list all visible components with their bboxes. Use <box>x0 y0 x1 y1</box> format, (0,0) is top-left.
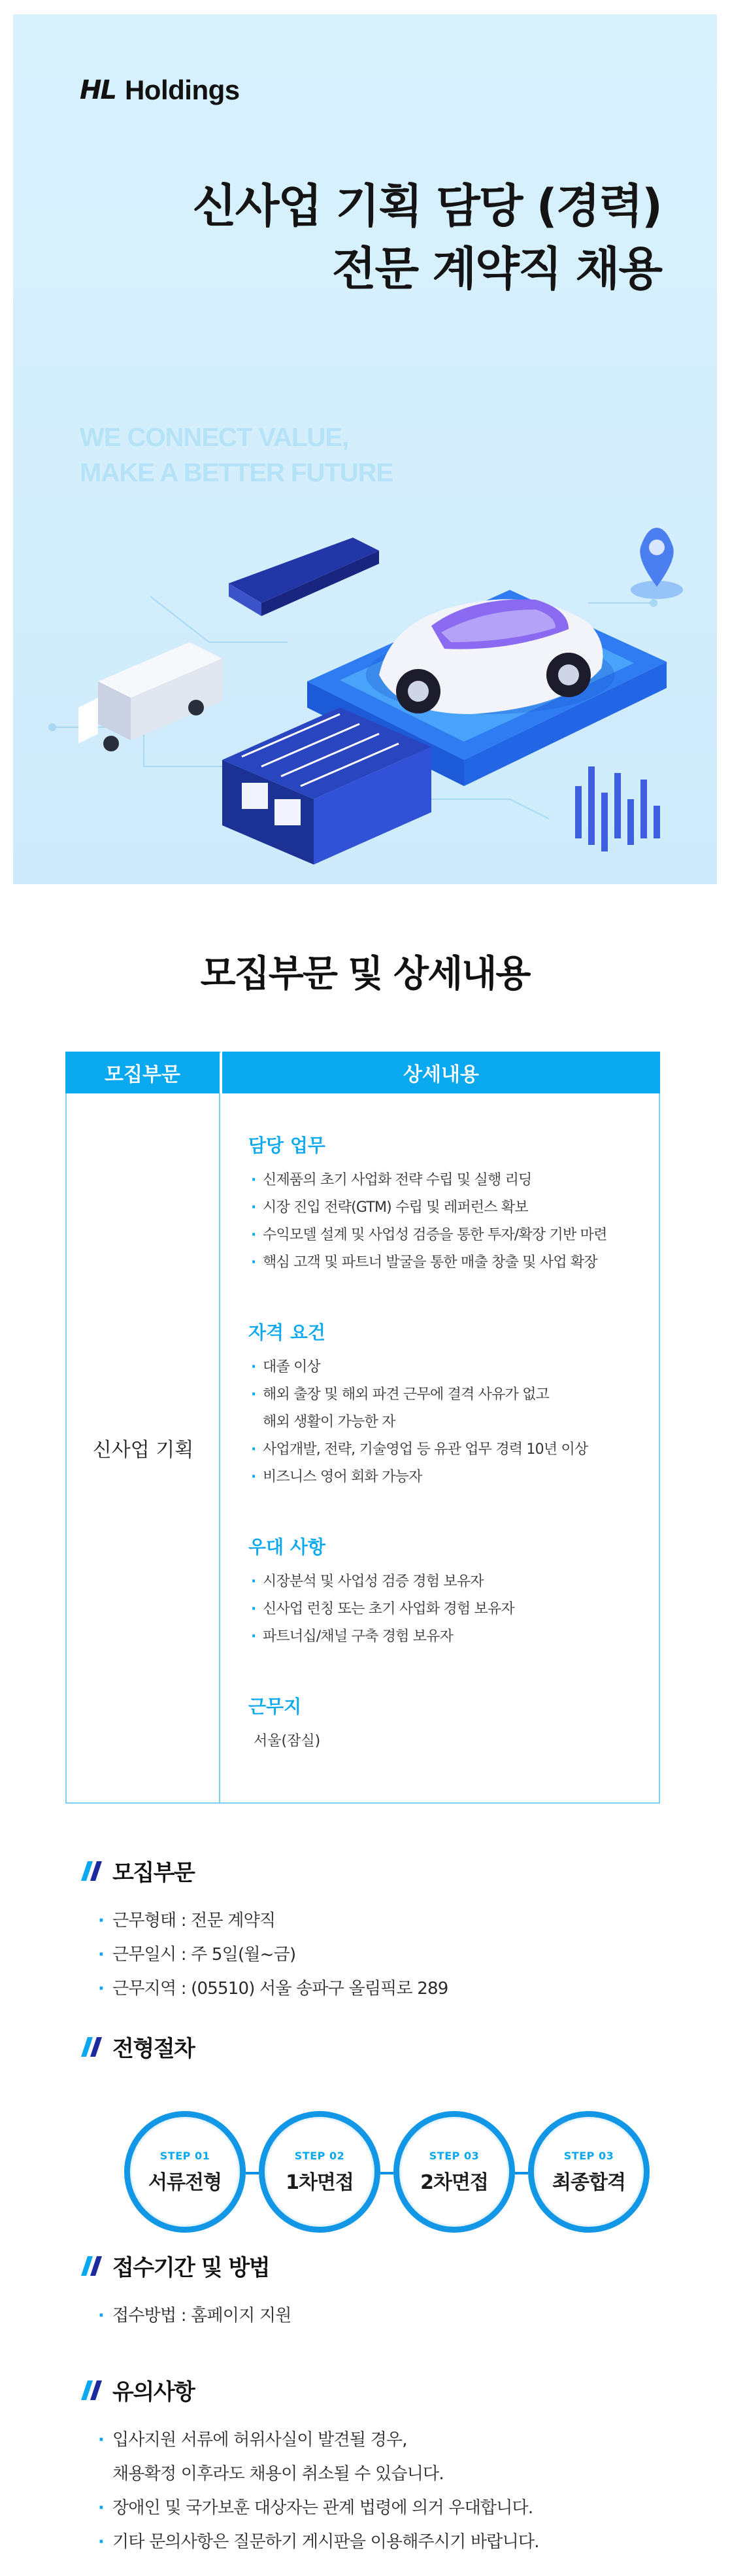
cargo-ship-icon <box>229 511 379 616</box>
list-item: · 시장 진입 전략(GTM) 수립 및 레퍼런스 확보 <box>248 1194 646 1222</box>
process-title: 전형절차 <box>112 2036 195 2062</box>
list-item: · 핵심 고객 및 파트너 발굴을 통한 매출 창출 및 사업 확장 <box>248 1249 646 1277</box>
step-name: 2차면접 <box>420 2171 488 2194</box>
notes-header <box>80 2374 668 2406</box>
double-slash-icon <box>80 1860 103 1882</box>
step-name: 1차면접 <box>286 2171 354 2194</box>
step-connector <box>380 2172 393 2174</box>
list-item: · 근무일시 : 주 5일(월~금) <box>98 1938 668 1972</box>
step-label: STEP 03 <box>563 2149 614 2162</box>
table-header-detail: 상세내용 <box>221 1052 660 1093</box>
requirements-heading: 자격 요건 <box>248 1322 325 1343</box>
duties-heading: 담당 업무 <box>248 1135 325 1156</box>
logistics-mobility-illustration <box>13 511 717 884</box>
apply-header <box>80 2250 668 2282</box>
hero-banner <box>13 14 717 884</box>
list-item: · 장애인 및 국가보훈 대상자는 관계 법령에 의거 우대합니다. <box>98 2491 668 2525</box>
step-2 <box>259 2111 380 2233</box>
step-3 <box>393 2111 515 2233</box>
recruit-info-list <box>80 1904 668 2006</box>
step-label: STEP 03 <box>429 2149 480 2162</box>
recruit-info-header <box>80 1855 668 1887</box>
notes-list <box>80 2423 668 2559</box>
step-name: 최종합격 <box>552 2171 625 2194</box>
logo-text: Holdings <box>124 75 240 105</box>
slogan-line2: MAKE A BETTER FUTURE <box>80 458 393 487</box>
workplace-value: 서울(잠실) <box>254 1733 321 1749</box>
preferred-heading: 우대 사항 <box>248 1536 325 1558</box>
apply-list <box>80 2299 668 2333</box>
list-item: · 시장분석 및 사업성 검증 경험 보유자 <box>248 1568 646 1596</box>
step-label: STEP 01 <box>159 2149 210 2162</box>
notes-title: 유의사항 <box>112 2379 195 2405</box>
truck-icon <box>78 642 222 751</box>
requirements-list <box>248 1354 646 1491</box>
recruit-info-title: 모집부문 <box>112 1860 195 1886</box>
notes-section <box>80 2374 668 2559</box>
list-item: · 신제품의 초기 사업화 전략 수립 및 실행 리딩 <box>248 1167 646 1194</box>
process-header <box>80 2031 668 2063</box>
double-slash-icon <box>80 2379 103 2401</box>
list-item: · 근무지역 : (05510) 서울 송파구 올림픽로 289 <box>98 1972 668 2006</box>
double-slash-icon <box>80 2255 103 2277</box>
list-item: · 사업개발, 전략, 기술영업 등 유관 업무 경력 10년 이상 <box>248 1436 646 1464</box>
hero-title <box>192 175 661 300</box>
apply-title: 접수기간 및 방법 <box>112 2255 270 2281</box>
list-item: · 수익모델 설계 및 사업성 검증을 통한 투자/확장 기반 마련 <box>248 1222 646 1249</box>
section-title: 모집부문 및 상세내용 <box>200 953 530 995</box>
slogan-line1: WE CONNECT VALUE, <box>80 423 349 452</box>
list-item: · 대졸 이상 <box>248 1354 646 1381</box>
electric-car-icon <box>366 599 614 714</box>
hero-slogan <box>80 420 393 490</box>
detail-content <box>248 1131 646 1755</box>
location-pin-icon <box>631 528 683 599</box>
duties-list <box>248 1167 646 1277</box>
note-1-line2: 채용확정 이후라도 채용이 취소될 수 있습니다. <box>112 2464 444 2484</box>
preferred-list <box>248 1568 646 1651</box>
step-connector <box>515 2172 528 2174</box>
list-item: · 신사업 런칭 또는 초기 사업화 경험 보유자 <box>248 1596 646 1623</box>
dept-name: 신사업 기획 <box>92 1439 194 1462</box>
recruitment-detail-table <box>65 1052 660 1804</box>
logo-mark: HL <box>80 75 116 105</box>
process-steps <box>124 2111 647 2235</box>
step-1 <box>124 2111 246 2233</box>
hero-title-line1: 신사업 기획 담당 (경력) <box>192 179 661 233</box>
hl-holdings-logo <box>80 75 240 106</box>
list-item <box>98 2423 668 2491</box>
process-section <box>80 2031 668 2063</box>
table-header-dept: 모집부문 <box>65 1052 220 1093</box>
list-item: · 기타 문의사항은 질문하기 게시판을 이용해주시기 바랍니다. <box>98 2525 668 2559</box>
list-item-continuation: 해외 생활이 가능한 자 <box>263 1414 395 1430</box>
step-label: STEP 02 <box>294 2149 345 2162</box>
hero-title-line2: 전문 계약직 채용 <box>331 242 661 296</box>
recruit-info-section <box>80 1855 668 2006</box>
list-item: · 비즈니스 영어 회화 가능자 <box>248 1464 646 1491</box>
list-item: · 해외 출장 및 해외 파견 근무에 결격 사유가 없고 <box>248 1381 646 1409</box>
bar-chart-icon <box>575 766 660 851</box>
apply-section <box>80 2250 668 2333</box>
step-connector <box>246 2172 259 2174</box>
workplace-heading: 근무지 <box>248 1696 302 1717</box>
note-1-line1: · 입사지원 서류에 허위사실이 발견될 경우, <box>112 2430 407 2450</box>
list-item: · 근무형태 : 전문 계약직 <box>98 1904 668 1938</box>
step-4 <box>528 2111 650 2233</box>
list-item: · 파트너십/채널 구축 경험 보유자 <box>248 1623 646 1651</box>
list-item: · 접수방법 : 홈페이지 지원 <box>98 2299 668 2333</box>
double-slash-icon <box>80 2036 103 2058</box>
step-name: 서류전형 <box>148 2171 222 2194</box>
